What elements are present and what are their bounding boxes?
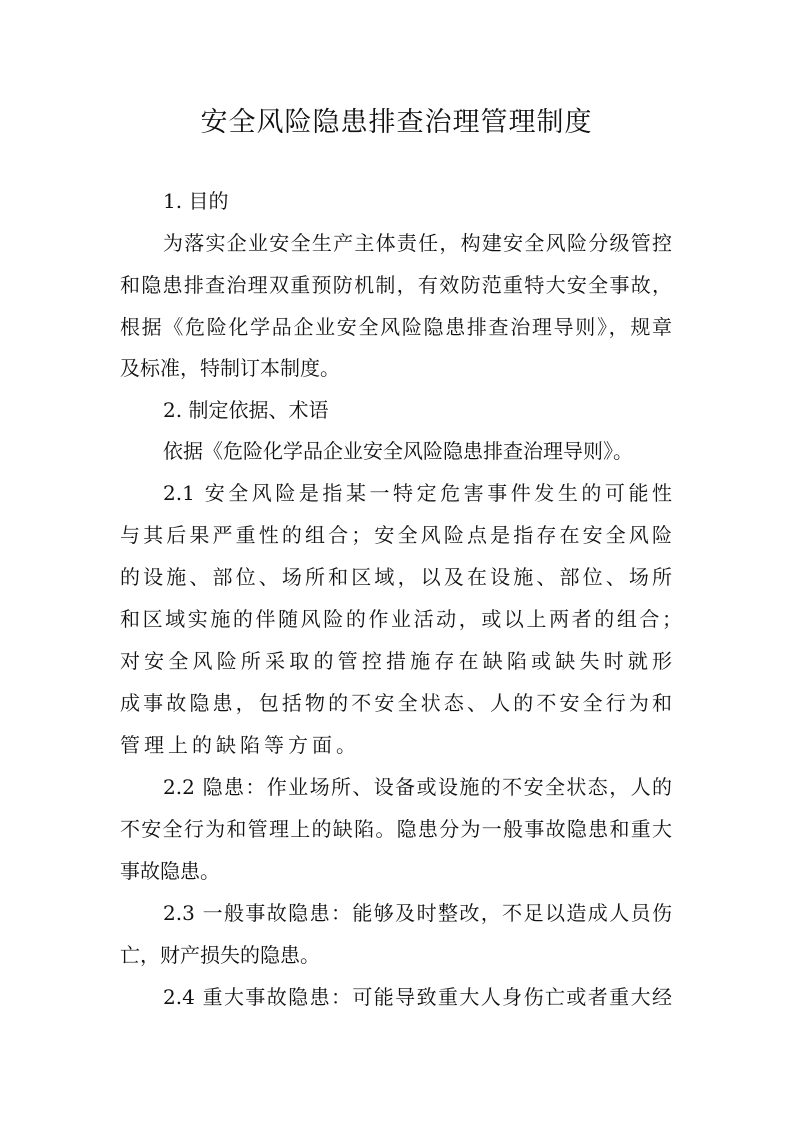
paragraph-line: 及标准，特制订本制度。 — [120, 356, 340, 380]
paragraph-line: 和隐患排查治理双重预防机制，有效防范重特大安全事故， — [120, 273, 672, 297]
paragraph-line: 2.1 安全风险是指某一特定危害事件发生的可能性 — [163, 481, 672, 505]
paragraph-line: 与其后果严重性的组合；安全风险点是指存在安全风险 — [120, 523, 672, 547]
paragraph-line: 亡，财产损失的隐患。 — [120, 943, 320, 967]
paragraph-line: 2.3 一般事故隐患：能够及时整改，不足以造成人员伤 — [163, 901, 672, 925]
paragraph-line: 根据《危险化学品企业安全风险隐患排查治理导则》，规章 — [120, 315, 672, 339]
paragraph-line: 不安全行为和管理上的缺陷。隐患分为一般事故隐患和重大 — [120, 817, 672, 841]
paragraph-line: 管理上的缺陷等方面。 — [120, 733, 360, 757]
paragraph-line: 2.4 重大事故隐患：可能导致重大人身伤亡或者重大经 — [163, 985, 672, 1009]
paragraph-line: 和区域实施的伴随风险的作业活动，或以上两者的组合； — [120, 607, 682, 631]
paragraph-line: 2.2 隐患：作业场所、设备或设施的不安全状态，人的 — [163, 775, 672, 799]
document-title: 安全风险隐患排查治理管理制度 — [200, 107, 593, 138]
paragraph-line: 依据《危险化学品企业安全风险隐患排查治理导则》。 — [163, 439, 633, 463]
heading-purpose: 1. 目的 — [163, 189, 229, 213]
paragraph-line: 的设施、部位、场所和区域，以及在设施、部位、场所 — [120, 565, 672, 589]
paragraph-line: 对安全风险所采取的管控措施存在缺陷或缺失时就形 — [120, 649, 672, 673]
paragraph-line: 为落实企业安全生产主体责任，构建安全风险分级管控 — [163, 231, 672, 255]
paragraph-line: 成事故隐患，包括物的不安全状态、人的不安全行为和 — [120, 691, 672, 715]
paragraph-line: 事故隐患。 — [120, 859, 220, 883]
heading-basis: 2. 制定依据、术语 — [163, 398, 329, 422]
